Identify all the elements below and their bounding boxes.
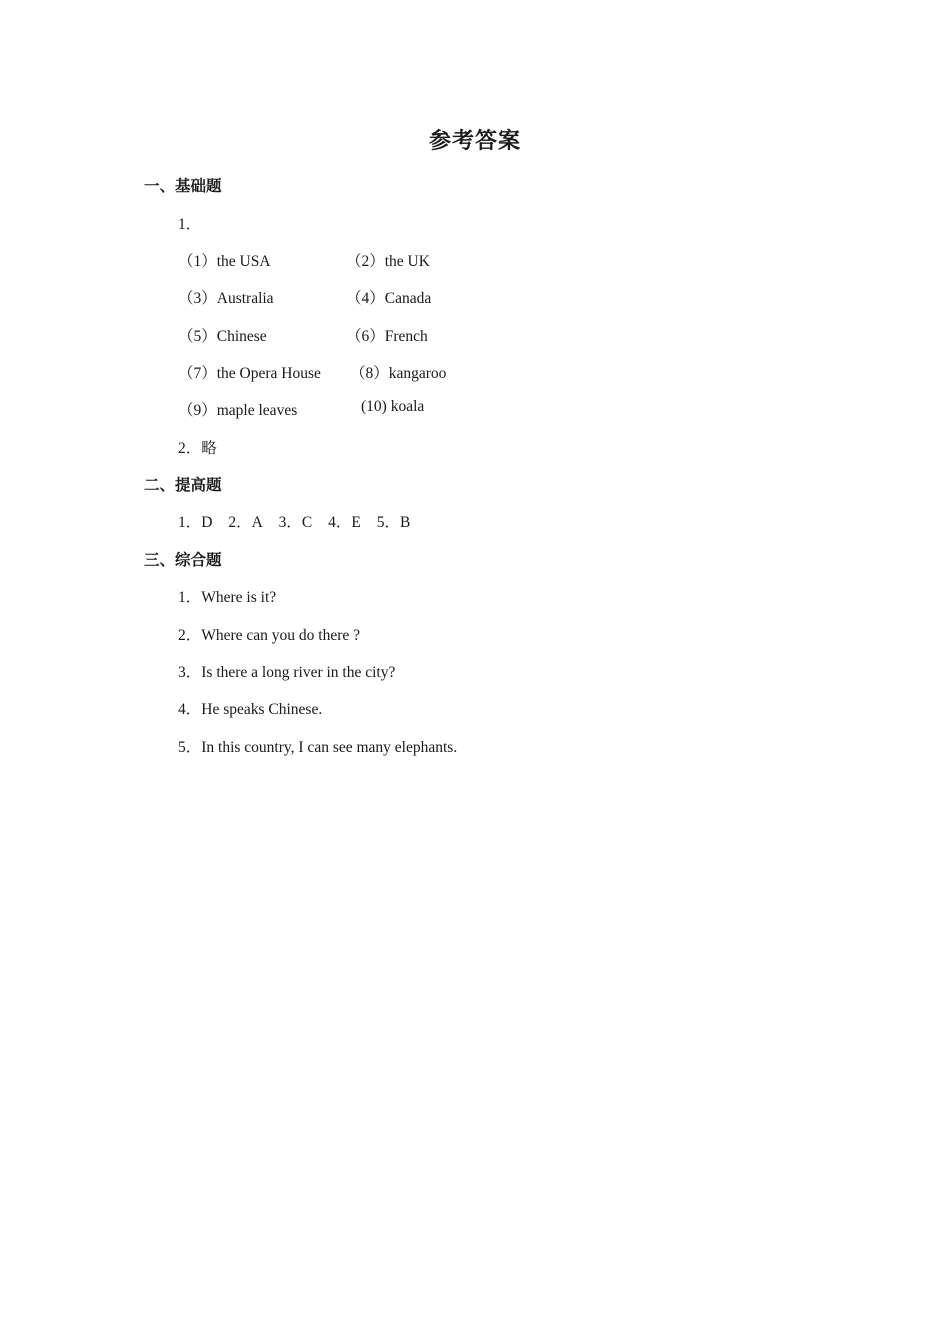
sentence-answer: 1．Where is it? [178, 589, 277, 606]
multiple-choice-answers [178, 510, 422, 532]
answer-item: （1）the USA [178, 253, 271, 270]
answer-item: （4）Canada [346, 290, 432, 307]
question-2-answer: 2．略 [178, 440, 217, 457]
mc-answer: 5．B [376, 514, 411, 531]
page-title: 参考答案 [428, 128, 521, 153]
mc-answer: 3．C [278, 514, 313, 531]
sentence-answer: 2．Where can you do there ? [178, 627, 361, 644]
answer-item: （6）French [346, 328, 428, 345]
section-heading-basic: 一、基础题 [144, 178, 222, 195]
answer-item: (10) koala [361, 398, 425, 415]
mc-answer: 2．A [228, 514, 263, 531]
answer-item: （3）Australia [178, 290, 274, 307]
section-heading-advanced: 二、提高题 [144, 477, 222, 494]
answer-item: （9）maple leaves [178, 402, 298, 419]
answer-item: （2）the UK [346, 253, 430, 270]
mc-answer: 4．E [328, 514, 361, 531]
answer-item: （5）Chinese [178, 328, 267, 345]
answer-item: （7）the Opera House [178, 365, 321, 382]
answer-item: （8）kangaroo [350, 365, 447, 382]
mc-answer: 1．D [178, 514, 213, 531]
section-heading-comprehensive: 三、综合题 [144, 552, 222, 569]
sentence-answer: 4．He speaks Chinese. [178, 701, 323, 718]
sentence-answer: 3．Is there a long river in the city? [178, 664, 396, 681]
sentence-answer: 5．In this country, I can see many elephants. [178, 739, 458, 756]
question-label: 1． [178, 216, 202, 233]
